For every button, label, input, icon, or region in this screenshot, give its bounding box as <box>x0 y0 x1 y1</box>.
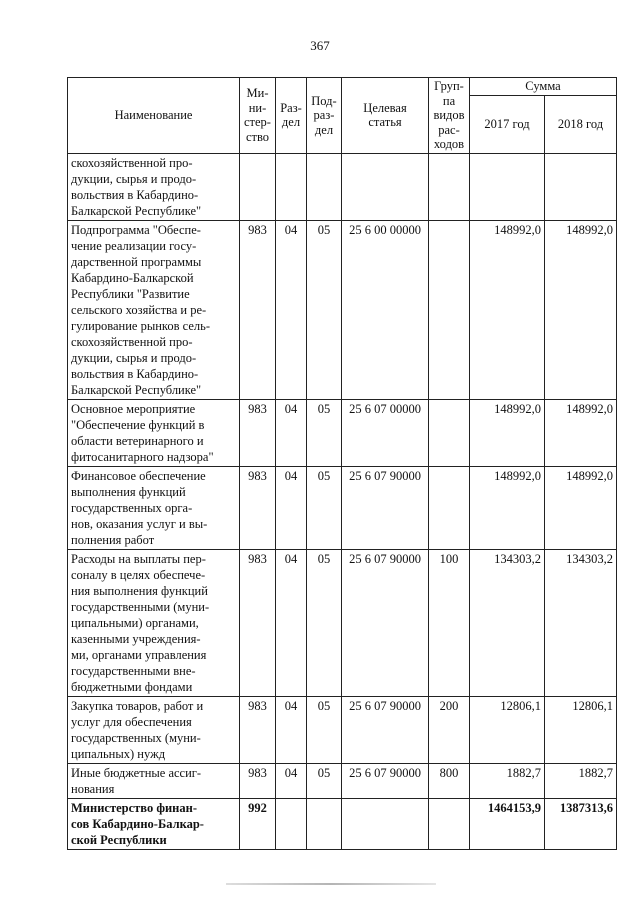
page-number: 367 <box>310 38 330 53</box>
cell-expense-group <box>429 549 470 696</box>
cell-ministry-text: 983 <box>248 401 267 416</box>
cell-section-text: 04 <box>284 698 298 713</box>
cell-sum-2018-text: 148992,0 <box>566 468 613 483</box>
header-target-item-text: Целевая статья <box>363 100 407 130</box>
cell-subsection <box>307 798 342 849</box>
cell-section <box>276 549 307 696</box>
cell-sum-2018 <box>545 763 617 798</box>
cell-subsection-text: 05 <box>317 222 331 237</box>
cell-name <box>68 466 240 549</box>
header-ministry <box>240 78 276 154</box>
cell-name-text: Министерство финан- сов Кабардино-Балкар- ской Республики <box>71 800 204 847</box>
cell-sum-2017-text: 148992,0 <box>494 222 541 237</box>
cell-target-item <box>342 466 429 549</box>
cell-ministry-text: 983 <box>248 551 267 566</box>
cell-expense-group <box>429 153 470 220</box>
cell-expense-group <box>429 399 470 466</box>
header-year-2017: 2017 год <box>470 95 545 153</box>
table-row <box>68 798 617 849</box>
cell-target-item <box>342 220 429 399</box>
cell-sum-2017 <box>470 220 545 399</box>
cell-section-text: 04 <box>284 765 298 780</box>
cell-section-text: 04 <box>284 401 298 416</box>
cell-target-item <box>342 549 429 696</box>
cell-subsection <box>307 466 342 549</box>
cell-name <box>68 153 240 220</box>
scan-artifact <box>226 883 436 885</box>
cell-ministry-text: 983 <box>248 222 267 237</box>
cell-sum-2017 <box>470 399 545 466</box>
cell-subsection <box>307 763 342 798</box>
cell-subsection-text: 05 <box>317 468 331 483</box>
table-row <box>68 549 617 696</box>
table-body <box>68 153 617 849</box>
cell-name-text: скохозяйственной про- дукции, сырья и продо- вольствия в Кабардино- Балкарской Республике" <box>71 155 202 218</box>
cell-name-text: Иные бюджетные ассиг- нования <box>71 765 202 796</box>
cell-ministry <box>240 153 276 220</box>
cell-target-item <box>342 153 429 220</box>
header-subsection <box>307 78 342 154</box>
cell-target-item-text: 25 6 07 90000 <box>349 698 421 713</box>
cell-sum-2018-text: 148992,0 <box>566 222 613 237</box>
cell-target-item-text: 25 6 07 90000 <box>349 468 421 483</box>
cell-sum-2017 <box>470 153 545 220</box>
cell-section <box>276 220 307 399</box>
cell-ministry-text: 983 <box>248 698 267 713</box>
table-row <box>68 153 617 220</box>
cell-ministry <box>240 399 276 466</box>
cell-subsection-text: 05 <box>317 551 331 566</box>
cell-section-text: 04 <box>284 551 298 566</box>
cell-sum-2017-text: 1464153,9 <box>487 800 541 815</box>
cell-sum-2018-text: 12806,1 <box>572 698 613 713</box>
cell-target-item-text: 25 6 00 00000 <box>349 222 421 237</box>
cell-sum-2018-text: 148992,0 <box>566 401 613 416</box>
cell-target-item <box>342 798 429 849</box>
cell-subsection <box>307 220 342 399</box>
cell-sum-2018-text: 134303,2 <box>566 551 613 566</box>
header-sum: Сумма <box>470 78 617 96</box>
cell-sum-2018 <box>545 466 617 549</box>
cell-name <box>68 399 240 466</box>
cell-ministry <box>240 220 276 399</box>
cell-ministry-text: 983 <box>248 765 267 780</box>
cell-sum-2017 <box>470 549 545 696</box>
cell-name <box>68 763 240 798</box>
cell-subsection <box>307 696 342 763</box>
cell-sum-2017 <box>470 696 545 763</box>
header-name: Наименование <box>68 78 240 154</box>
table-row <box>68 763 617 798</box>
table-row <box>68 399 617 466</box>
cell-ministry <box>240 466 276 549</box>
cell-subsection <box>307 153 342 220</box>
cell-section <box>276 399 307 466</box>
cell-name-text: Закупка товаров, работ и услуг для обеспечения государственных (муни- ципальных) нужд <box>71 698 204 761</box>
cell-section-text: 04 <box>284 468 298 483</box>
cell-sum-2017 <box>470 466 545 549</box>
cell-section <box>276 153 307 220</box>
cell-sum-2018 <box>545 549 617 696</box>
cell-section <box>276 696 307 763</box>
cell-name-text: Основное мероприятие "Обеспечение функций в области ветеринарного и фитосанитарного надзора" <box>71 401 214 464</box>
cell-sum-2018 <box>545 153 617 220</box>
cell-sum-2018 <box>545 696 617 763</box>
table-row <box>68 696 617 763</box>
cell-target-item-text: 25 6 07 00000 <box>349 401 421 416</box>
cell-sum-2018 <box>545 399 617 466</box>
cell-subsection-text: 05 <box>317 765 331 780</box>
cell-section <box>276 466 307 549</box>
cell-sum-2017 <box>470 763 545 798</box>
cell-section <box>276 798 307 849</box>
cell-expense-group <box>429 798 470 849</box>
cell-sum-2017-text: 1882,7 <box>506 765 541 780</box>
cell-name <box>68 549 240 696</box>
cell-ministry <box>240 763 276 798</box>
cell-section-text: 04 <box>284 222 298 237</box>
cell-expense-group <box>429 763 470 798</box>
header-row <box>68 78 617 96</box>
cell-target-item <box>342 763 429 798</box>
cell-sum-2017-text: 148992,0 <box>494 401 541 416</box>
budget-table <box>67 77 617 850</box>
cell-name-text: Расходы на выплаты пер- соналу в целях обеспече- ния выполнения функций государственными (муни- ципальными) органами, казенными учреждения- ми, органами управления государственными вне- бюджетными фондами <box>71 551 210 694</box>
cell-expense-group-text: 800 <box>439 765 459 780</box>
header-ministry-text: Ми- ни- стер- ство <box>244 86 271 144</box>
cell-target-item-text: 25 6 07 90000 <box>349 551 421 566</box>
cell-sum-2017-text: 134303,2 <box>494 551 541 566</box>
cell-sum-2018 <box>545 220 617 399</box>
cell-target-item <box>342 399 429 466</box>
cell-subsection <box>307 549 342 696</box>
header-expense-group-text: Груп- па видов рас- ходов <box>433 79 465 151</box>
cell-ministry <box>240 696 276 763</box>
cell-name <box>68 696 240 763</box>
header-section-text: Раз- дел <box>280 100 302 130</box>
cell-sum-2017-text: 12806,1 <box>500 698 541 713</box>
cell-sum-2018-text: 1387313,6 <box>559 800 613 815</box>
cell-target-item <box>342 696 429 763</box>
header-expense-group <box>429 78 470 154</box>
header-subsection-text: Под- раз- дел <box>311 93 337 137</box>
cell-sum-2017-text: 148992,0 <box>494 468 541 483</box>
cell-name-text: Финансовое обеспечение выполнения функций государственных орга- нов, оказания услуг и вы- полнения работ <box>71 468 208 547</box>
cell-sum-2017 <box>470 798 545 849</box>
cell-section <box>276 763 307 798</box>
cell-expense-group <box>429 696 470 763</box>
cell-expense-group <box>429 220 470 399</box>
cell-expense-group-text: 100 <box>439 551 459 566</box>
cell-ministry-text: 983 <box>248 468 267 483</box>
cell-expense-group-text: 200 <box>439 698 459 713</box>
cell-expense-group <box>429 466 470 549</box>
cell-name <box>68 798 240 849</box>
header-target-item <box>342 78 429 154</box>
table-row <box>68 466 617 549</box>
cell-subsection <box>307 399 342 466</box>
cell-name <box>68 220 240 399</box>
cell-sum-2018-text: 1882,7 <box>578 765 613 780</box>
cell-ministry-text: 992 <box>248 800 267 815</box>
cell-sum-2018 <box>545 798 617 849</box>
cell-subsection-text: 05 <box>317 698 331 713</box>
cell-subsection-text: 05 <box>317 401 331 416</box>
header-section <box>276 78 307 154</box>
table-row <box>68 220 617 399</box>
cell-name-text: Подпрограмма "Обеспе- чение реализации госу- дарственной программы Кабардино-Балкарской Республики "Развитие сельского хозяйства и ре- гулирование рынков сель- скохозяйственной про- дукции, сырья и продо- вольствия в Кабардино- Балкарской Республике" <box>71 222 210 397</box>
header-year-2018: 2018 год <box>545 95 617 153</box>
cell-ministry <box>240 798 276 849</box>
cell-target-item-text: 25 6 07 90000 <box>349 765 421 780</box>
cell-ministry <box>240 549 276 696</box>
